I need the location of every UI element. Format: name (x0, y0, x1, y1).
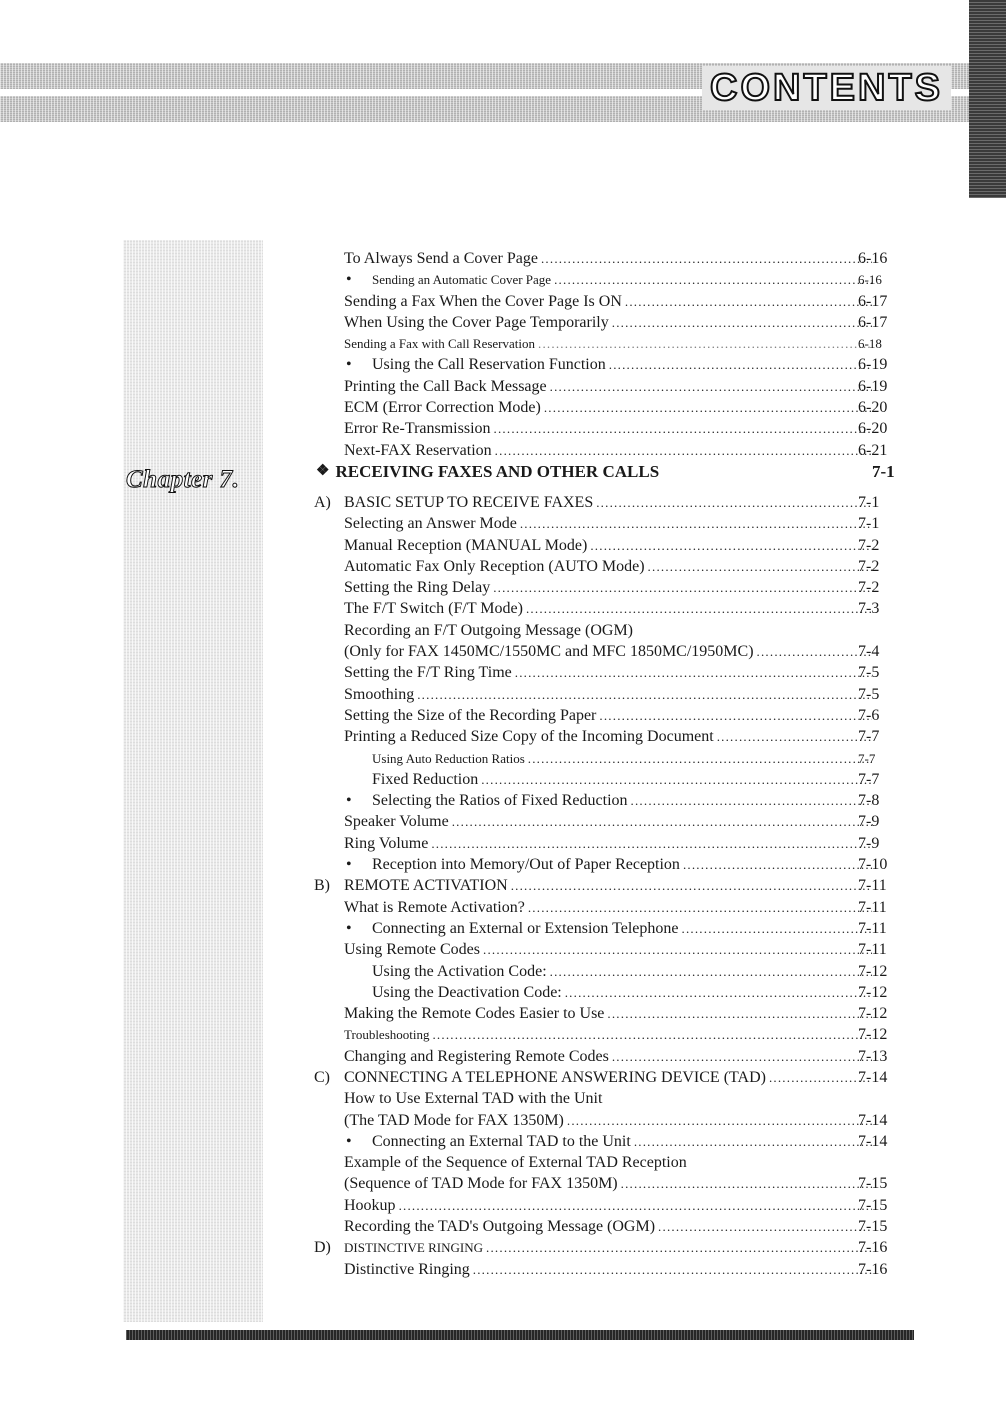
toc-section-heading[interactable]: B) REMOTE ACTIVATION ..... 7-11 (300, 875, 896, 896)
toc-entry[interactable]: Using the Deactivation Code: ..... 7-12 (300, 982, 896, 1003)
toc-entry[interactable]: Using Auto Reduction Ratios ..... 7-7 (300, 748, 896, 769)
toc-entry[interactable]: When Using the Cover Page Temporarily ..... 6-17 (300, 312, 896, 333)
toc-entry[interactable]: Example of the Sequence of External TAD Reception (344, 1154, 687, 1172)
toc-entry[interactable]: Making the Remote Codes Easier to Use ..... 7-12 (300, 1003, 896, 1024)
toc-entry[interactable]: What is Remote Activation? ..... 7-11 (300, 897, 896, 918)
diamond-bullet-icon: ❖ (316, 462, 330, 479)
toc-entry[interactable]: Using the Activation Code: ..... 7-12 (300, 961, 896, 982)
toc-entry[interactable]: Recording the TAD's Outgoing Message (OGM) ..... 7-15 (300, 1216, 896, 1237)
bullet-icon: • (346, 919, 352, 937)
toc-section-heading[interactable]: C) CONNECTING A TELEPHONE ANSWERING DEVICE (TAD) ..... 7-14 (300, 1067, 896, 1088)
toc-entry[interactable]: Distinctive Ringing ..... 7-16 (300, 1259, 896, 1280)
toc-entry[interactable]: • Connecting an External TAD to the Unit ..... 7-14 (300, 1131, 896, 1152)
table-of-contents (300, 248, 896, 1280)
bullet-icon: • (346, 271, 352, 289)
toc-entry[interactable]: How to Use External TAD with the Unit (344, 1090, 603, 1108)
toc-entry[interactable]: Printing the Call Back Message ..... 6-19 (300, 376, 896, 397)
toc-entry[interactable]: • Selecting the Ratios of Fixed Reduction ..... 7-8 (300, 790, 896, 811)
toc-entry[interactable]: To Always Send a Cover Page ..... 6-16 (300, 248, 896, 269)
chapter-heading[interactable]: ❖ RECEIVING FAXES AND OTHER CALLS 7-1 (316, 461, 895, 481)
toc-entry[interactable]: Error Re-Transmission ..... 6-20 (300, 418, 896, 439)
toc-entry[interactable]: Setting the F/T Ring Time ..... 7-5 (300, 662, 896, 683)
toc-entry[interactable]: Manual Reception (MANUAL Mode) ..... 7-2 (300, 535, 896, 556)
chapter-edge-tab (969, 0, 1006, 198)
toc-section-heading[interactable]: D) DISTINCTIVE RINGING ..... 7-16 (300, 1237, 896, 1258)
toc-entry[interactable]: Sending a Fax When the Cover Page Is ON ..... 6-17 (300, 291, 896, 312)
toc-entry[interactable]: Setting the Ring Delay ..... 7-2 (300, 577, 896, 598)
toc-entry[interactable]: Sending a Fax with Call Reservation ..... 6-18 (300, 333, 896, 354)
toc-entry[interactable]: Changing and Registering Remote Codes ..... 7-13 (300, 1046, 896, 1067)
toc-entry[interactable]: Smoothing ..... 7-5 (300, 684, 896, 705)
bullet-icon: • (346, 792, 352, 810)
toc-entry[interactable]: Troubleshooting ..... 7-12 (300, 1024, 896, 1045)
toc-entry[interactable]: Fixed Reduction ..... 7-7 (300, 769, 896, 790)
chapter-sidebar (123, 240, 263, 1322)
toc-entry[interactable]: • Connecting an External or Extension Telephone ..... 7-11 (300, 918, 896, 939)
toc-entry[interactable]: The F/T Switch (F/T Mode) ..... 7-3 (300, 598, 896, 619)
toc-entry[interactable]: Next-FAX Reservation ..... 6-21 (300, 440, 896, 461)
footer-rule (126, 1330, 914, 1340)
toc-entry[interactable]: (Only for FAX 1450MC/1550MC and MFC 1850MC/1950MC) ..... 7-4 (300, 641, 896, 662)
toc-entry[interactable]: Selecting an Answer Mode ..... 7-1 (300, 513, 896, 534)
toc-entry[interactable]: Hookup ..... 7-15 (300, 1195, 896, 1216)
toc-entry[interactable]: (Sequence of TAD Mode for FAX 1350M) ..... 7-15 (300, 1173, 896, 1194)
toc-entry[interactable]: Recording an F/T Outgoing Message (OGM) (344, 621, 633, 639)
chapter-label: Chapter 7. (126, 466, 240, 493)
toc-entry[interactable]: Automatic Fax Only Reception (AUTO Mode) ..... 7-2 (300, 556, 896, 577)
page-title: CONTENTS (702, 66, 951, 110)
bullet-icon: • (346, 356, 352, 374)
toc-entry[interactable]: Speaker Volume ..... 7-9 (300, 811, 896, 832)
toc-entry[interactable]: • Using the Call Reservation Function ..... 6-19 (300, 354, 896, 375)
toc-entry[interactable]: Printing a Reduced Size Copy of the Incoming Document ..... 7-7 (300, 726, 896, 747)
toc-entry[interactable]: Ring Volume ..... 7-9 (300, 833, 896, 854)
toc-entry[interactable]: • Sending an Automatic Cover Page ..... 6-16 (300, 269, 896, 290)
toc-section-heading[interactable]: A) BASIC SETUP TO RECEIVE FAXES ..... 7-1 (300, 492, 896, 513)
toc-entry[interactable]: Using Remote Codes ..... 7-11 (300, 939, 896, 960)
toc-entry[interactable]: ECM (Error Correction Mode) ..... 6-20 (300, 397, 896, 418)
toc-entry[interactable]: • Reception into Memory/Out of Paper Reception ..... 7-10 (300, 854, 896, 875)
bullet-icon: • (346, 1132, 352, 1150)
bullet-icon: • (346, 856, 352, 874)
toc-entry[interactable]: (The TAD Mode for FAX 1350M) ..... 7-14 (300, 1110, 896, 1131)
toc-entry[interactable]: Setting the Size of the Recording Paper ..... 7-6 (300, 705, 896, 726)
